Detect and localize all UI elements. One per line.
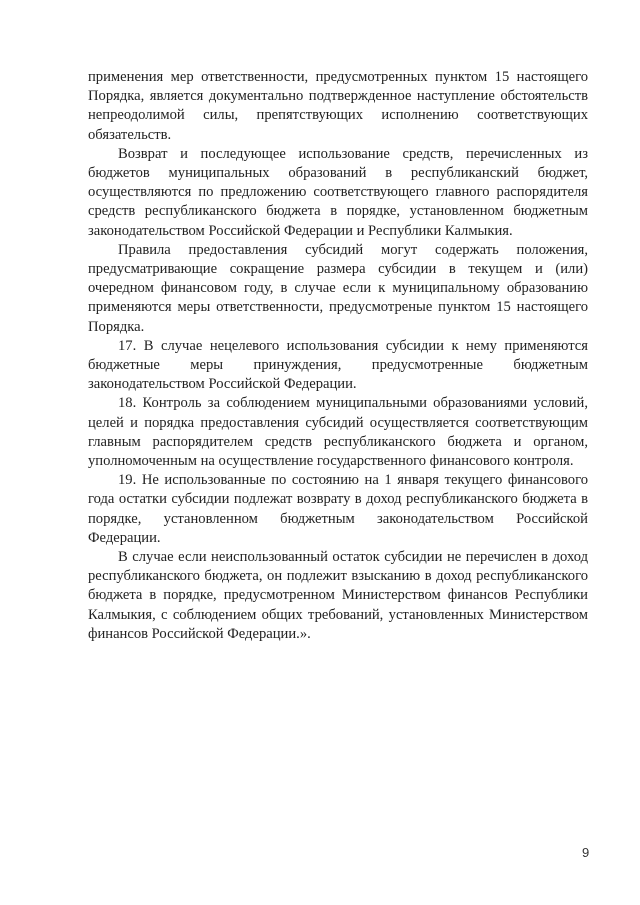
paragraph-liability-exemption: применения мер ответственности, предусмотренных пунктом 15 настоящего Порядка, является документально подтвержденное наступление обстоятельств непреодолимой силы, препятствующих исполнению соответствующих обязательств. [88,69,588,143]
paragraph-17-misuse: 17. В случае нецелевого использования субсидии к нему применяются бюджетные меры принуждения, предусмотренные бюджетным законодательством Российской Федерации. [88,337,588,393]
paragraph-recovery: В случае если неиспользованный остаток субсидии не перечислен в доход республиканского бюджета, он подлежит взысканию в доход республиканского бюджета в порядке, предусмотренном Министерством финансов Республики Калмыкия, с соблюдением общих требований, установленных Министерством финансов Российской Федерации.». [88,549,588,642]
paragraph-subsidy-rules: Правила предоставления субсидий могут содержать положения, предусматривающие сокращение размера субсидии в текущем и (или) очередном финансовом году, в случае если к муниципальному образованию применяются меры ответственности, предусмотреные пунктом 15 настоящего Порядка. [88,241,588,335]
document-body [88,68,588,644]
paragraph-refund-usage: Возврат и последующее использование средств, перечисленных из бюджетов муниципальных образований в республиканский бюджет, осуществляются по предложению соответствующего главного распорядителя средств республиканского бюджета в порядке, установленном бюджетным законодательством Российской Федерации и Республики Калмыкия. [88,145,588,239]
page-number: 9 [582,845,590,860]
paragraph-19-unused-balances: 19. Не использованные по состоянию на 1 января текущего финансового года остатки субсидии подлежат возврату в доход республиканского бюджета в порядке, установленном бюджетным законодательством Российской Федерации. [88,472,588,546]
paragraph-18-control: 18. Контроль за соблюдением муниципальными образованиями условий, целей и порядка предоставления субсидий осуществляется соответствующим главным распорядителем средств республиканского бюджета и органом, уполномоченным на осуществление государственного финансового контроля. [88,395,588,470]
